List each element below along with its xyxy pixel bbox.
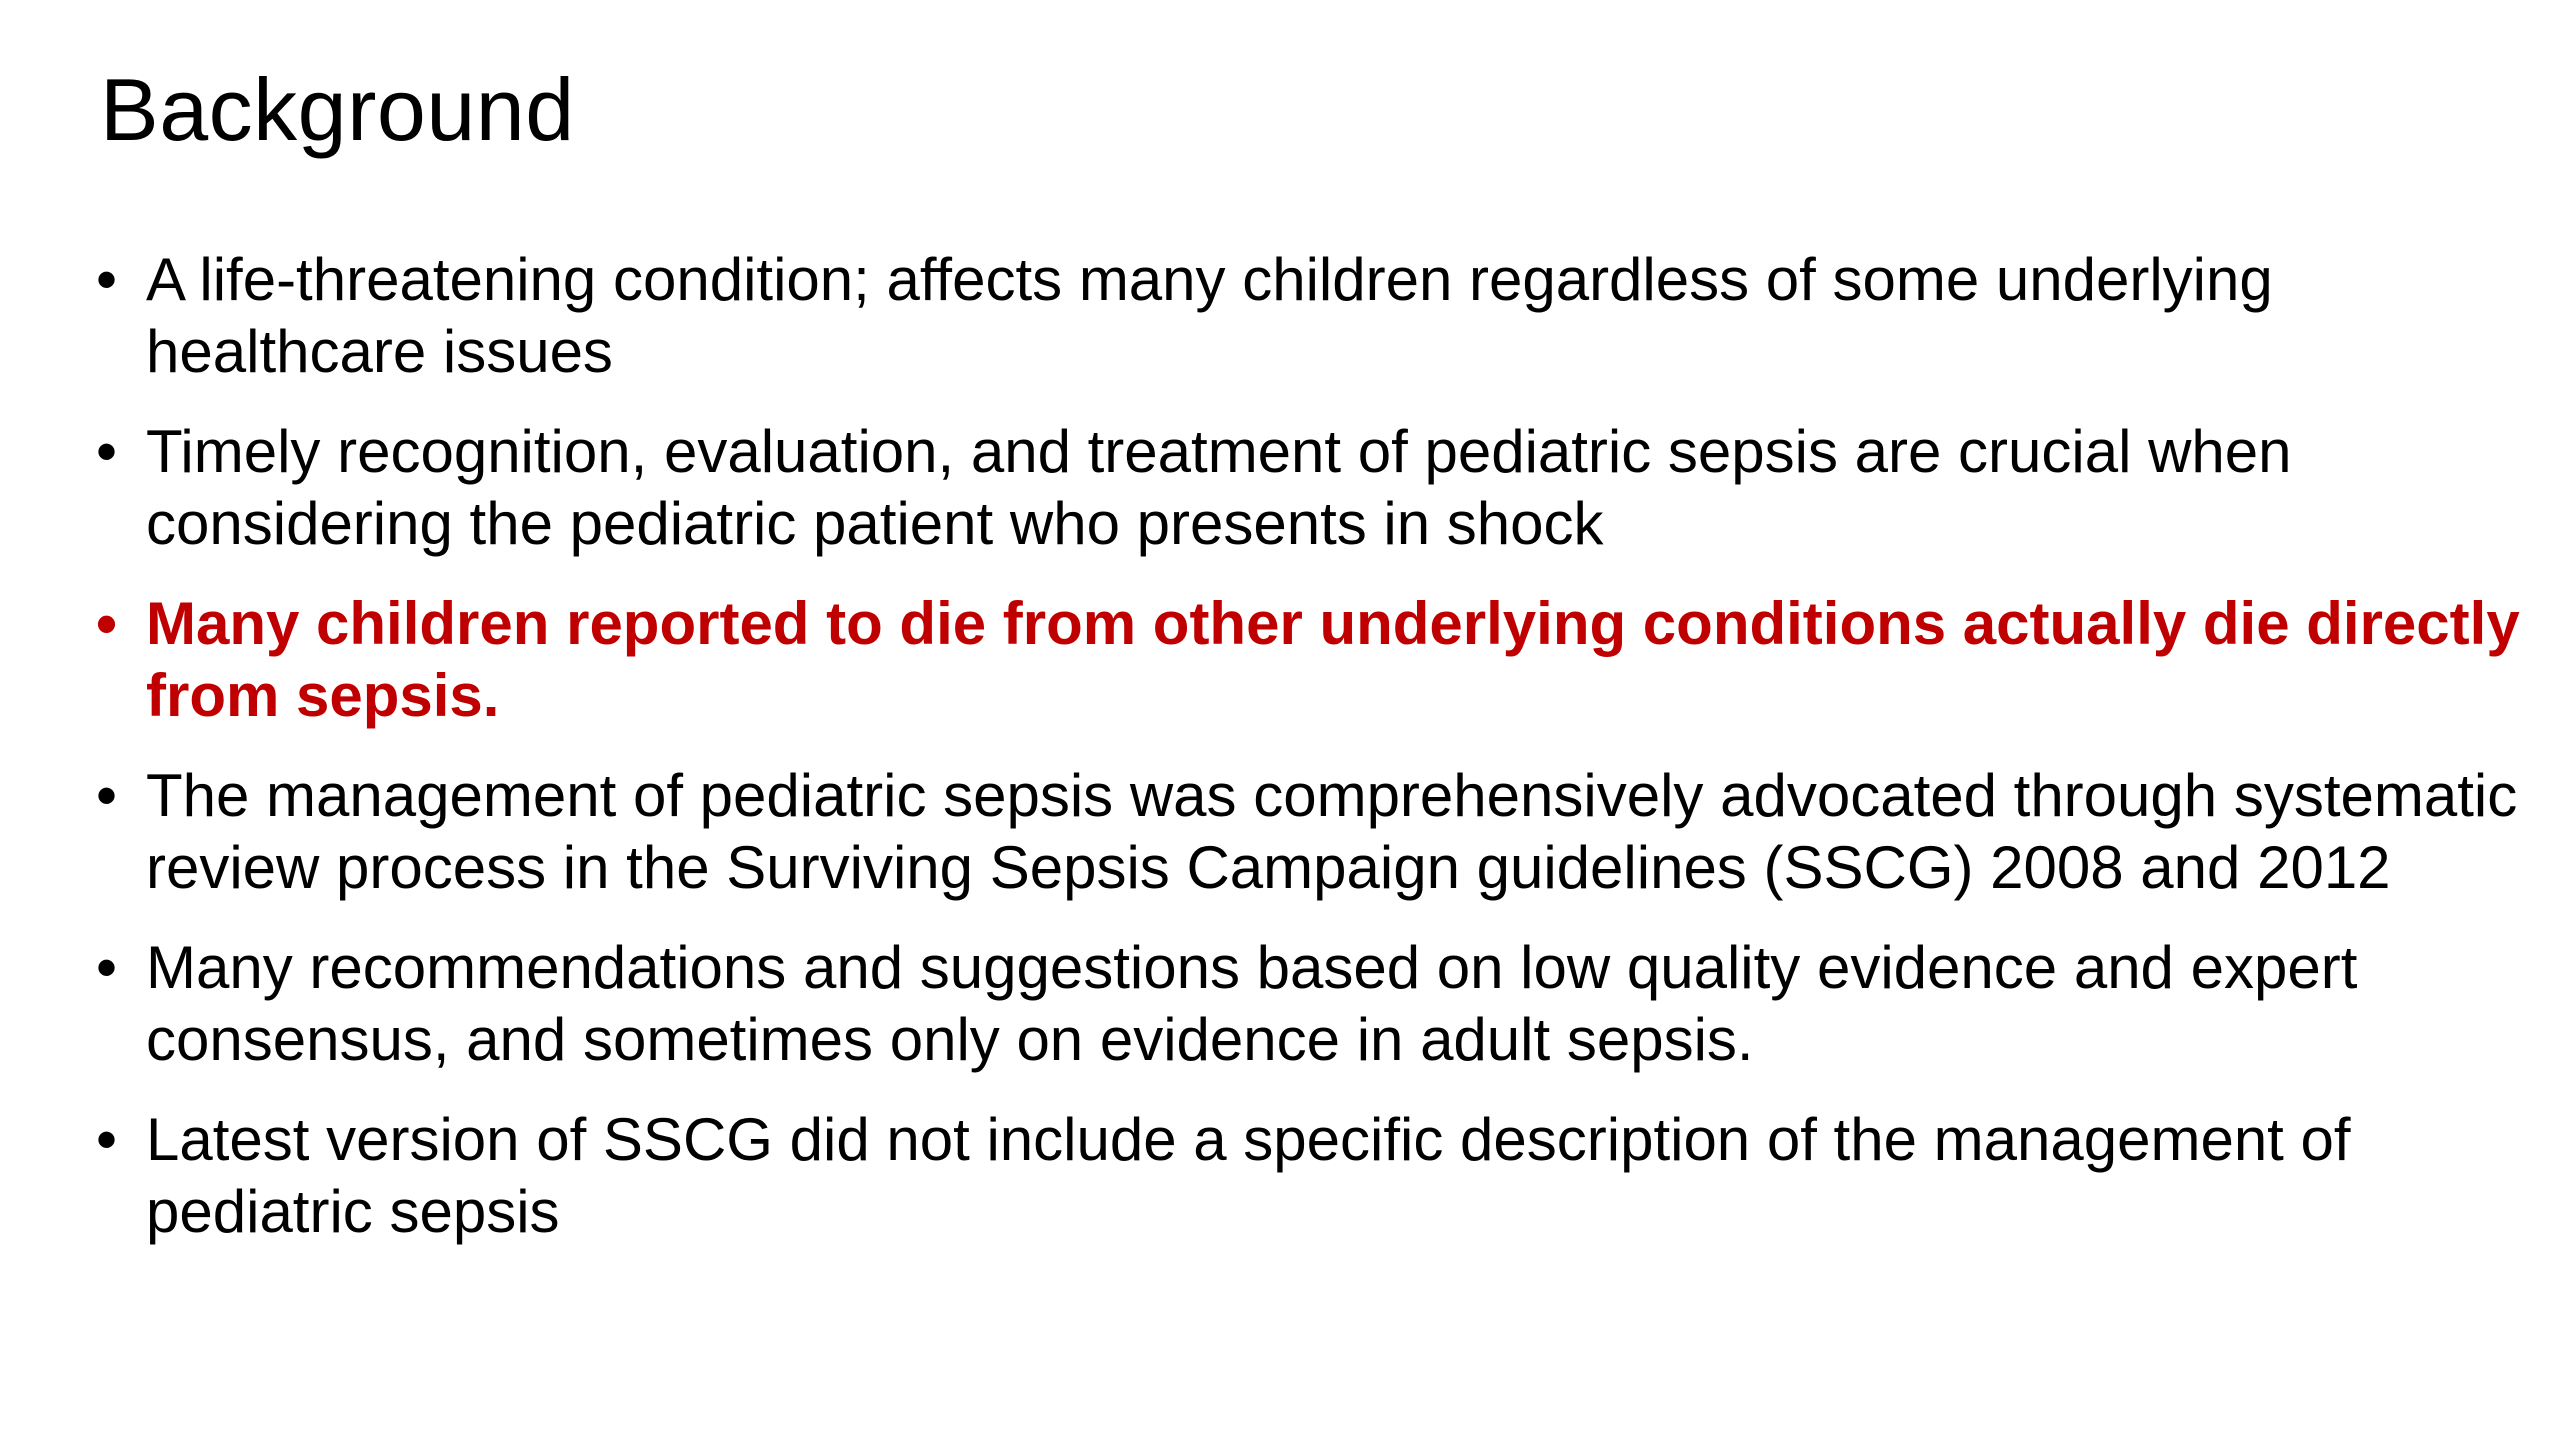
bullet-item [96, 244, 2526, 388]
bullet-dot-icon: • [96, 934, 118, 1001]
bullet-list [96, 244, 2526, 1276]
bullet-text: Many recommendations and suggestions based on low quality evidence and expert consensus, and sometimes only on evidence in adult sepsis. [146, 934, 2358, 1073]
bullet-text: The management of pediatric sepsis was comprehensively advocated through systematic review process in the Surviving Sepsis Campaign guidelines (SSCG) 2008 and 2012 [146, 762, 2518, 901]
bullet-dot-icon: • [96, 762, 118, 829]
bullet-text: Timely recognition, evaluation, and treatment of pediatric sepsis are crucial when considering the pediatric patient who presents in shock [146, 418, 2292, 557]
bullet-dot-icon: • [96, 1106, 118, 1173]
bullet-dot-icon: • [96, 418, 118, 485]
bullet-item [96, 760, 2526, 904]
bullet-item-highlighted [96, 588, 2526, 732]
bullet-text: A life-threatening condition; affects many children regardless of some underlying healthcare issues [146, 246, 2273, 385]
bullet-text: Many children reported to die from other underlying conditions actually die directly from sepsis. [146, 590, 2520, 729]
bullet-item [96, 416, 2526, 560]
bullet-dot-icon: • [96, 246, 118, 313]
bullet-dot-icon: • [96, 590, 118, 657]
bullet-text: Latest version of SSCG did not include a specific description of the management of pediatric sepsis [146, 1106, 2351, 1245]
bullet-item [96, 1104, 2526, 1248]
bullet-item [96, 932, 2526, 1076]
slide-title: Background [100, 60, 575, 159]
